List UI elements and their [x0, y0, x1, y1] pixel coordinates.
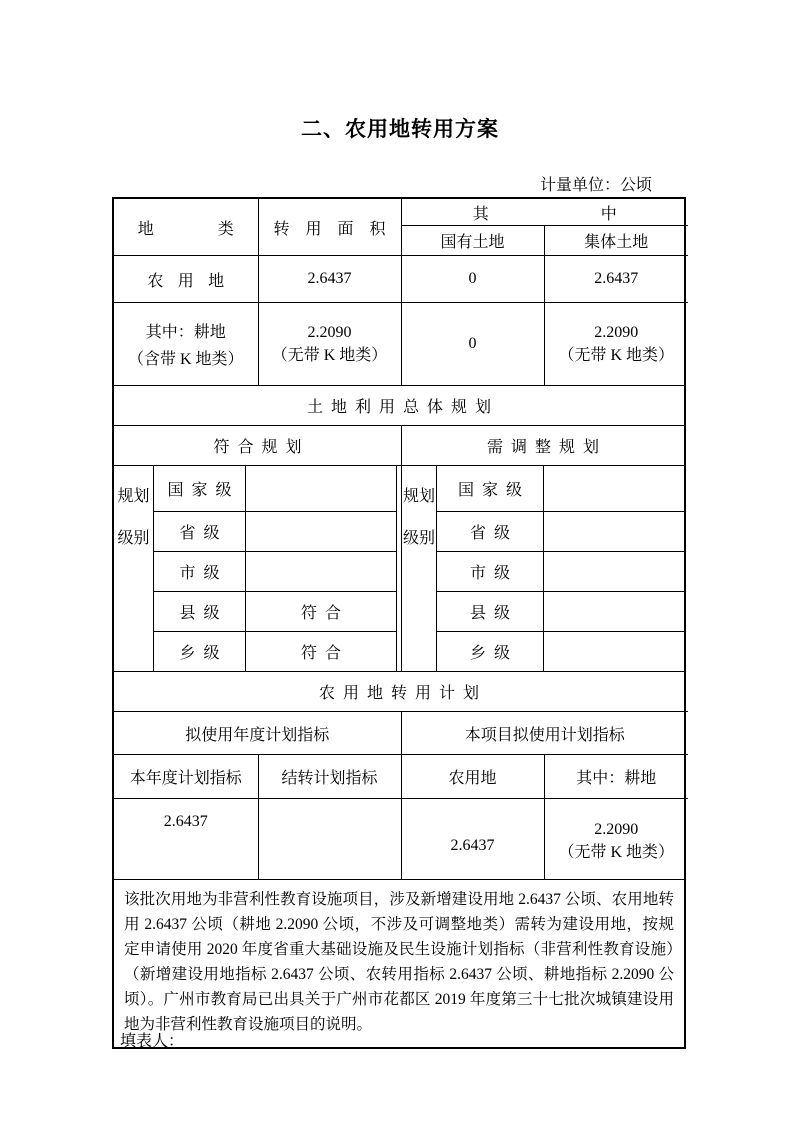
col-current-year-quota: 本年度计划指标: [114, 755, 258, 799]
cultivated-collective-note: （无带 K 地类）: [558, 346, 675, 364]
level-name-city: 市级: [437, 551, 544, 591]
agri-land-state: 0: [401, 256, 544, 303]
table-row: [114, 799, 688, 880]
planning-section-title: 土地利用总体规划: [114, 385, 684, 425]
cultivated-land-collective: [544, 303, 688, 386]
cultivated-label-line2: （含带 K 地类）: [127, 351, 244, 368]
adjust-levels-table: [401, 466, 684, 671]
project-quota-header: 本项目拟使用计划指标: [401, 712, 688, 755]
agri-land-label: 农用地: [114, 256, 258, 303]
header-collective-land: 集体土地: [544, 226, 688, 256]
adjust-value-province: [544, 511, 684, 551]
level-name-township: 乡级: [437, 631, 544, 671]
cultivated-land-state: 0: [401, 303, 544, 386]
planning-level-axis-right: 规划级别: [402, 466, 437, 671]
annual-quota-header: 拟使用年度计划指标: [114, 712, 401, 755]
adjust-value-national: [544, 466, 684, 511]
planning-level-axis-left: 规划级别: [114, 466, 154, 671]
adjust-value-city: [544, 551, 684, 591]
planning-levels-block: [114, 465, 684, 671]
cultivated-area-note: （无带 K 地类）: [271, 346, 388, 364]
level-name-county: 县级: [437, 591, 544, 631]
col-carryover-quota: 结转计划指标: [258, 755, 401, 799]
agri-land-area: 2.6437: [258, 256, 401, 303]
level-name-city: 市级: [154, 551, 246, 591]
cultivated-land-area: [258, 303, 401, 386]
header-state-land: 国有土地: [401, 226, 544, 256]
cultivated-collective-value: 2.2090: [594, 323, 639, 341]
header-conversion-area: 转 用 面 积: [258, 199, 401, 256]
unit-label: 计量单位：公顷: [539, 177, 652, 194]
header-among: 其 中: [401, 199, 688, 226]
page-title: 二、农用地转用方案: [301, 118, 499, 141]
cultivated-label-line1: 其中：耕地: [145, 324, 226, 341]
col-cultivated-land: 其中：耕地: [544, 755, 688, 799]
level-name-province: 省级: [437, 511, 544, 551]
comply-header: 符合规划: [114, 426, 402, 465]
comply-value-township: 符合: [246, 631, 396, 671]
conversion-area-table: [114, 199, 688, 385]
land-conversion-form: [112, 197, 686, 1049]
val-cultivated-land: [544, 799, 688, 880]
adjust-value-township: [544, 631, 684, 671]
comply-levels-table: [114, 466, 397, 671]
val-current-year-quota: 2.6437: [114, 799, 258, 880]
table-row: [114, 256, 688, 303]
filler-label: 填表人：: [120, 1033, 185, 1050]
adjust-header: 需调整规划: [486, 439, 607, 456]
comply-value-province: [246, 511, 396, 551]
val-cultivated-number: 2.2090: [594, 820, 639, 838]
cultivated-area-value: 2.2090: [307, 323, 352, 341]
agri-land-collective: 2.6437: [544, 256, 688, 303]
comply-value-national: [246, 466, 396, 511]
comply-value-county: 符合: [246, 591, 396, 631]
project-note-text: 该批次用地为非营利性教育设施项目，涉及新增建设用地 2.6437 公顷、农用地转用 2.6437 公顷（耕地 2.2090 公顷，不涉及可调整地类）需转为建设用地，按规定申请使用 2020 年度省重大基础设施及民生设施计划指标（非营利性教育设施）（新增建设用地指标 2.6437 公顷、农转用指标 2.6437 公顷、耕地指标 2.2090 公顷）。广州市教育局已出具关于广州市花都区 2019 年度第三十七批次城镇建设用地为非营利性教育设施项目的说明。: [114, 879, 684, 1047]
level-name-township: 乡级: [154, 631, 246, 671]
val-agri-land: 2.6437: [401, 799, 544, 880]
adjust-value-county: [544, 591, 684, 631]
planning-split-header: [114, 425, 684, 465]
comply-value-city: [246, 551, 396, 591]
cultivated-land-label: [114, 303, 258, 386]
level-name-national: 国家级: [154, 466, 246, 511]
header-land-type: 地 类: [114, 199, 258, 256]
level-name-county: 县级: [154, 591, 246, 631]
level-name-national: 国家级: [437, 466, 544, 511]
level-name-province: 省级: [154, 511, 246, 551]
plan-section-title: 农用地转用计划: [114, 671, 684, 711]
val-carryover-quota: [258, 799, 401, 880]
conversion-plan-table: [114, 711, 688, 879]
table-row: [114, 303, 688, 386]
col-agri-land: 农用地: [401, 755, 544, 799]
val-cultivated-note: （无带 K 地类）: [558, 843, 675, 861]
